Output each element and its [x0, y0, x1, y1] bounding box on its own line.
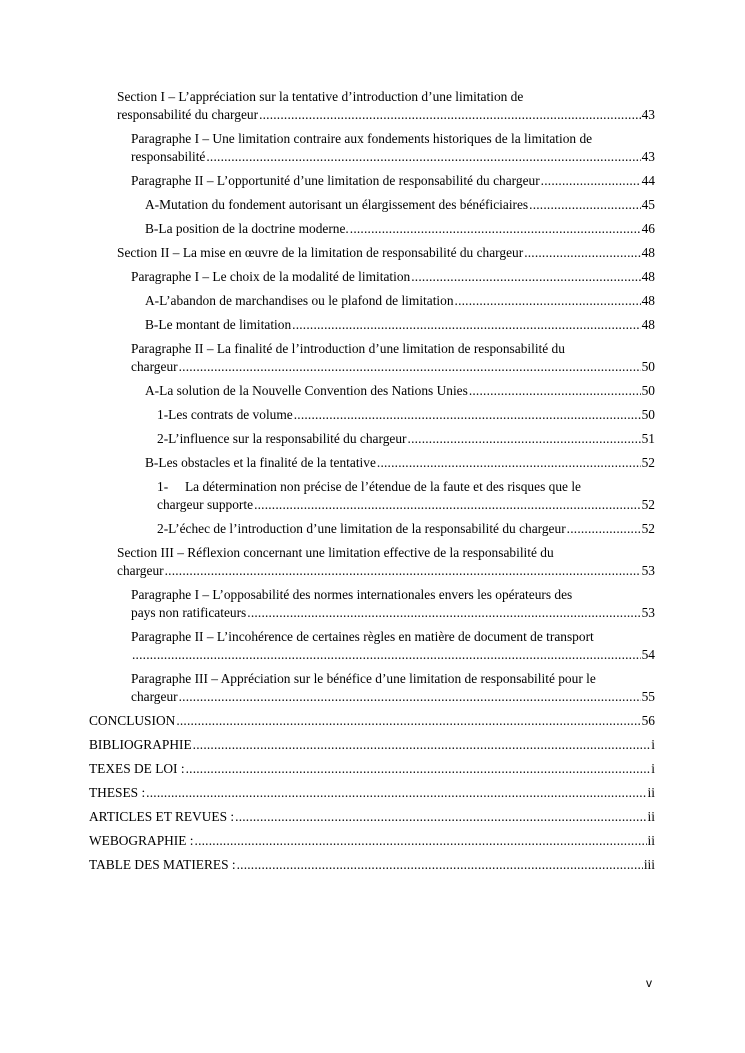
toc-entry-label: 2- [157, 521, 169, 536]
toc-leader-dots [294, 406, 641, 424]
toc-leader-dots [254, 496, 641, 514]
toc-entry-title: TABLE DES MATIERES : [89, 857, 236, 872]
toc-entry-title: Les obstacles et la finalité de la tentative [158, 455, 376, 470]
toc-leader-dots [377, 454, 641, 472]
toc-entry-title: Section II – La mise en œuvre de la limitation de responsabilité du chargeur [117, 245, 524, 260]
toc-entry-label: 2- [157, 431, 169, 446]
toc-entry[interactable] [157, 478, 655, 514]
toc-leader-dots [350, 220, 641, 238]
toc-entry-title-cont: chargeur [117, 563, 164, 578]
toc-leader-dots [529, 196, 640, 214]
toc-entry-title-cont: responsabilité [131, 149, 206, 164]
toc-entry-title: TEXES DE LOI : [89, 761, 185, 776]
toc-page-number: i [651, 737, 655, 752]
toc-page-number: 46 [641, 221, 655, 236]
toc-leader-dots [247, 604, 640, 622]
toc-entry[interactable] [89, 856, 655, 874]
toc-entry-title: BIBLIOGRAPHIE [89, 737, 192, 752]
toc-entry-title: La solution de la Nouvelle Convention des Nations Unies [159, 383, 468, 398]
toc-page-number: 45 [641, 197, 655, 212]
toc-entry[interactable] [89, 736, 655, 754]
toc-entry[interactable] [117, 544, 655, 580]
toc-page-number: 50 [641, 359, 655, 374]
toc-page-number: 52 [641, 521, 655, 536]
toc-leader-dots [408, 430, 641, 448]
toc-leader-dots [206, 148, 640, 166]
toc-entry[interactable] [131, 586, 655, 622]
toc-entry-label: B- [145, 455, 159, 470]
toc-entry[interactable] [89, 712, 655, 730]
toc-leader-dots [235, 808, 646, 826]
toc-entry-title: THESES : [89, 785, 146, 800]
toc-leader-dots [541, 172, 641, 190]
toc-page-number: 50 [641, 383, 655, 398]
toc-page-number: 48 [641, 269, 655, 284]
toc-entry-title: La position de la doctrine moderne. [158, 221, 349, 236]
toc-page-number: 43 [641, 149, 655, 164]
toc-entry-title: Le montant de limitation [158, 317, 292, 332]
toc-leader-dots [165, 562, 641, 580]
toc-page-number: iii [643, 857, 655, 872]
toc-entry[interactable] [145, 220, 655, 238]
toc-entry-title: Paragraphe I – Le choix de la modalité de limitation [131, 269, 411, 284]
toc-leader-dots [179, 688, 641, 706]
toc-leader-dots [292, 316, 640, 334]
toc-entry[interactable] [157, 520, 655, 538]
toc-entry-title: Les contrats de volume [168, 407, 293, 422]
toc-entry-title: Paragraphe I – L’opposabilité des normes internationales envers les opérateurs des [131, 587, 573, 602]
toc-entry-title: Paragraphe II – L’opportunité d’une limitation de responsabilité du chargeur [131, 173, 540, 188]
toc-page-number: 48 [641, 293, 655, 308]
toc-entry-title: L’abandon de marchandises ou le plafond de limitation [159, 293, 454, 308]
toc-leader-dots [455, 292, 641, 310]
toc-entry[interactable] [131, 268, 655, 286]
toc-entry-title-cont: chargeur [131, 689, 178, 704]
toc-leader-dots [469, 382, 641, 400]
toc-leader-dots [132, 646, 641, 664]
toc-leader-dots [176, 712, 640, 730]
toc-page-number: 55 [641, 689, 655, 704]
toc-page-number: 52 [641, 455, 655, 470]
toc-entry-label: B- [145, 221, 159, 236]
toc-page-number: 56 [641, 713, 655, 728]
table-of-contents [0, 88, 745, 880]
toc-entry-title: Section I – L’appréciation sur la tentative d’introduction d’une limitation de [117, 89, 524, 104]
toc-page-number: ii [647, 809, 655, 824]
toc-entry[interactable] [89, 808, 655, 826]
toc-page-number: 51 [641, 431, 655, 446]
toc-entry-title-cont: pays non ratificateurs [131, 605, 247, 620]
toc-entry-title-cont: responsabilité du chargeur [117, 107, 259, 122]
toc-entry[interactable] [157, 406, 655, 424]
toc-page-number: 48 [641, 245, 655, 260]
page-number: v [646, 976, 652, 990]
toc-page-number: i [651, 761, 655, 776]
toc-entry[interactable] [131, 340, 655, 376]
toc-entry-label: 1- [157, 479, 169, 494]
toc-entry[interactable] [131, 172, 655, 190]
toc-leader-dots [411, 268, 640, 286]
toc-entry-label: B- [145, 317, 159, 332]
toc-entry-title: Paragraphe II – L’incohérence de certaines règles en matière de document de transport [131, 629, 594, 644]
toc-entry-label: 1- [157, 407, 169, 422]
toc-page-number: 54 [641, 647, 655, 662]
toc-entry-title-cont: chargeur [131, 359, 178, 374]
toc-entry-label: A- [145, 293, 160, 308]
toc-entry-title: Section III – Réflexion concernant une limitation effective de la responsabilité du [117, 545, 554, 560]
toc-leader-dots [259, 106, 641, 124]
toc-entry[interactable] [89, 760, 655, 778]
toc-leader-dots [195, 832, 647, 850]
toc-entry-title: L’échec de l’introduction d’une limitation de la responsabilité du chargeur [168, 521, 566, 536]
toc-entry[interactable] [89, 784, 655, 802]
toc-entry[interactable] [145, 196, 655, 214]
toc-leader-dots [186, 760, 651, 778]
toc-leader-dots [193, 736, 651, 754]
toc-entry[interactable] [145, 454, 655, 472]
toc-page-number: ii [647, 785, 655, 800]
toc-page-number: 50 [641, 407, 655, 422]
toc-entry[interactable] [157, 430, 655, 448]
toc-entry-title-cont: chargeur supporte [157, 497, 254, 512]
toc-entry-title: L’influence sur la responsabilité du chargeur [168, 431, 407, 446]
toc-entry-title: WEBOGRAPHIE : [89, 833, 194, 848]
toc-entry[interactable] [117, 244, 655, 262]
toc-leader-dots [146, 784, 646, 802]
toc-entry-label: A- [145, 383, 160, 398]
toc-entry-title: La détermination non précise de l’étendue de la faute et des risques que le [185, 479, 581, 494]
toc-page-number: 48 [641, 317, 655, 332]
toc-entry[interactable] [131, 670, 655, 706]
toc-page-number: ii [647, 833, 655, 848]
toc-entry[interactable] [145, 316, 655, 334]
toc-entry-title: Paragraphe II – La finalité de l’introduction d’une limitation de responsabilité du [131, 341, 565, 356]
toc-page-number: 43 [641, 107, 655, 122]
toc-entry[interactable] [145, 292, 655, 310]
toc-leader-dots [179, 358, 641, 376]
toc-entry-title: Paragraphe III – Appréciation sur le bénéfice d’une limitation de responsabilité pour le [131, 671, 596, 686]
toc-entry-title: ARTICLES ET REVUES : [89, 809, 235, 824]
toc-leader-dots [567, 520, 641, 538]
toc-page-number: 53 [641, 605, 655, 620]
toc-page-number: 53 [641, 563, 655, 578]
toc-entry[interactable] [117, 88, 655, 124]
toc-entry-label: A- [145, 197, 160, 212]
toc-entry[interactable] [131, 130, 655, 166]
toc-entry-title: CONCLUSION [89, 713, 176, 728]
toc-entry[interactable] [145, 382, 655, 400]
toc-entry[interactable] [89, 832, 655, 850]
toc-page-number: 52 [641, 497, 655, 512]
toc-entry-title: Paragraphe I – Une limitation contraire aux fondements historiques de la limitation de [131, 131, 593, 146]
toc-entry[interactable] [131, 628, 655, 664]
toc-page-number: 44 [641, 173, 655, 188]
toc-leader-dots [524, 244, 640, 262]
toc-entry-title: Mutation du fondement autorisant un élargissement des bénéficiaires [159, 197, 529, 212]
toc-leader-dots [237, 856, 643, 874]
